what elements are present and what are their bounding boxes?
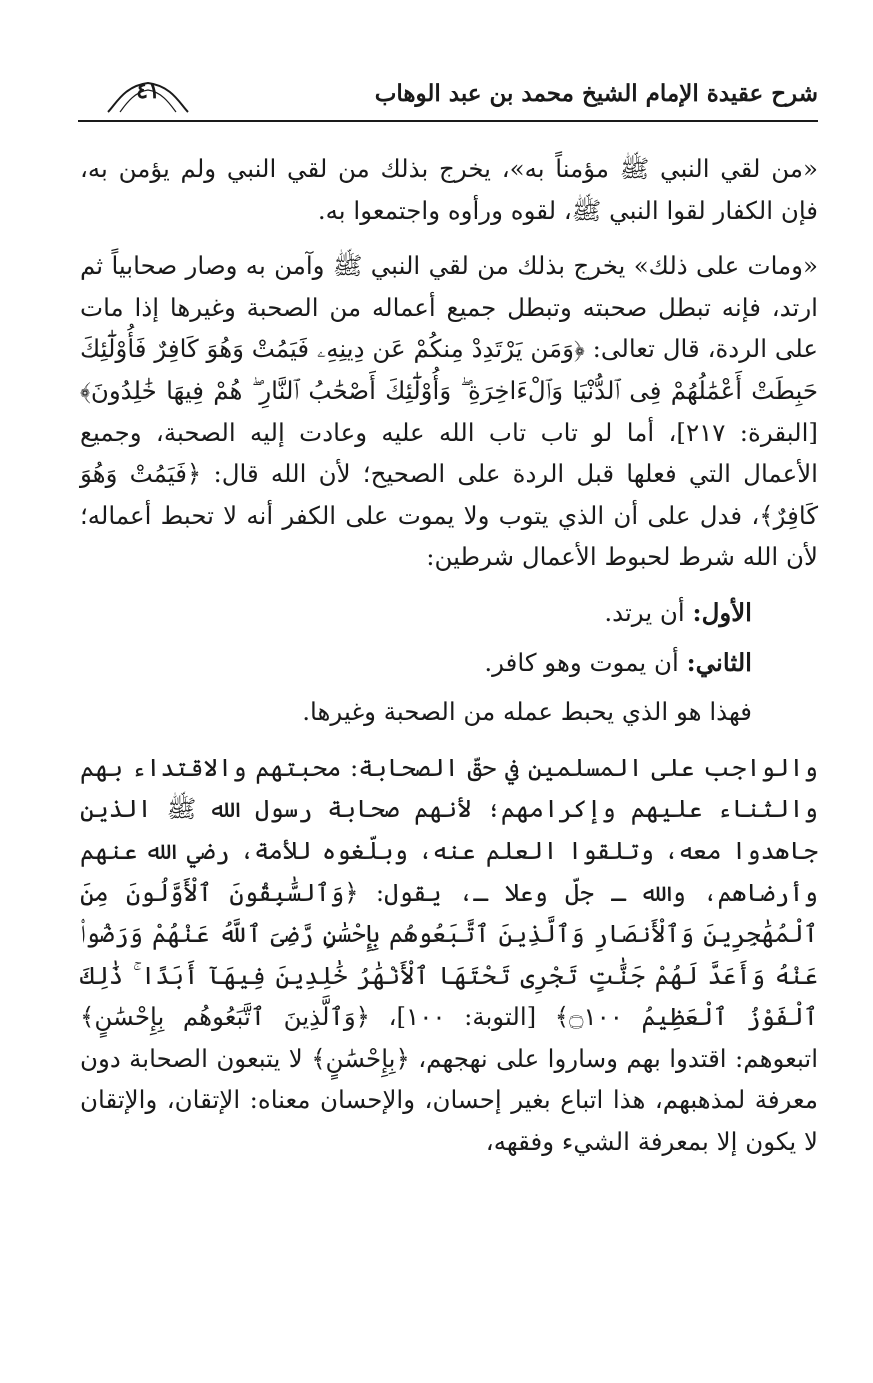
condition-first bbox=[80, 592, 818, 634]
page-number: ٤١ bbox=[136, 78, 160, 104]
condition-second-text: أن يموت وهو كافر. bbox=[484, 647, 679, 677]
header-title: شرح عقيدة الإمام الشيخ محمد بن عبد الوهاب bbox=[374, 80, 818, 107]
paragraph-duty-toward-companions: والواجب على المسلمين في حقّ الصحابة: محبتهم والاقتداء بهم والثناء عليهم وإكرامهم؛ لأنهم صحابة رسول الله ﷺ الذين جاهدوا معه، وتلقوا العلم عنه، وبلّغوه للأمة، رضي الله عنهم وأرضاهم، والله ـ جلّ وعلا ـ، يقول: ﴿وَٱلسَّٰبِقُونَ ٱلْأَوَّلُونَ مِنَ ٱلْمُهَٰجِرِينَ وَٱلْأَنصَارِ وَٱلَّذِينَ ٱتَّبَعُوهُم بِإِحْسَٰنٍ رَّضِىَ ٱللَّهُ عَنْهُمْ وَرَضُوا۟ عَنْهُ وَأَعَدَّ لَهُمْ جَنَّٰتٍ تَجْرِى تَحْتَهَا ٱلْأَنْهَٰرُ خَٰلِدِينَ فِيهَآ أَبَدًا ۚ ذَٰلِكَ ٱلْفَوْزُ ٱلْعَظِيمُ ۝١٠٠﴾ [التوبة: ١٠٠]، ﴿وَٱلَّذِينَ ٱتَّبَعُوهُم بِإِحْسَٰنٍ﴾ اتبعوهم: اقتدوا بهم وساروا على نهجهم، ﴿بِإِحْسَٰنٍ﴾ لا يتبعون الصحابة دون معرفة لمذهبهم، هذا اتباع بغير إحسان، والإحسان معناه: الإتقان، والإتقان لا يكون إلا بمعرفة الشيء وفقهه، bbox=[80, 752, 818, 1157]
condition-first-text: أن يرتد. bbox=[604, 597, 685, 627]
page-number-badge bbox=[106, 74, 190, 114]
condition-second bbox=[80, 642, 818, 684]
body-text bbox=[80, 148, 818, 1163]
paragraph-conclusion: فهذا هو الذي يحبط عمله من الصحبة وغيرها. bbox=[302, 697, 752, 727]
running-header bbox=[78, 66, 818, 122]
condition-second-term: الثاني: bbox=[686, 647, 752, 677]
paragraph-apostasy: «ومات على ذلك» يخرج بذلك من لقي النبي ﷺ وآمن به وصار صحابياً ثم ارتد، فإنه تبطل صحبته وتبطل جميع أعماله من الصحبة وغيرها إذا مات على الردة، قال تعالى: ﴿وَمَن يَرْتَدِدْ مِنكُمْ عَن دِينِهِۦ فَيَمُتْ وَهُوَ كَافِرٌ فَأُوْلَٰٓئِكَ حَبِطَتْ أَعْمَٰلُهُمْ فِى ٱلدُّنْيَا وَٱلْءَاخِرَةِ ۖ وَأُوْلَٰٓئِكَ أَصْحَٰبُ ٱلنَّارِ ۖ هُمْ فِيهَا خَٰلِدُونَ﴾ [البقرة: ٢١٧]، أما لو تاب تاب الله عليه وعادت إليه الصحبة، وجميع الأعمال التي فعلها قبل الردة على الصحيح؛ لأن الله قال: ﴿فَيَمُتْ وَهُوَ كَافِرٌ﴾، فدل على أن الذي يتوب ولا يموت على الكفر أنه لا تحبط أعماله؛ لأن الله شرط لحبوط الأعمال شرطين: bbox=[80, 251, 818, 572]
condition-first-term: الأول: bbox=[692, 597, 752, 627]
paragraph-companion-definition: «من لقي النبي ﷺ مؤمناً به»، يخرج بذلك من لقي النبي ولم يؤمن به، فإن الكفار لقوا النبي ﷺ، لقوه ورأوه واجتمعوا به. bbox=[80, 154, 818, 225]
